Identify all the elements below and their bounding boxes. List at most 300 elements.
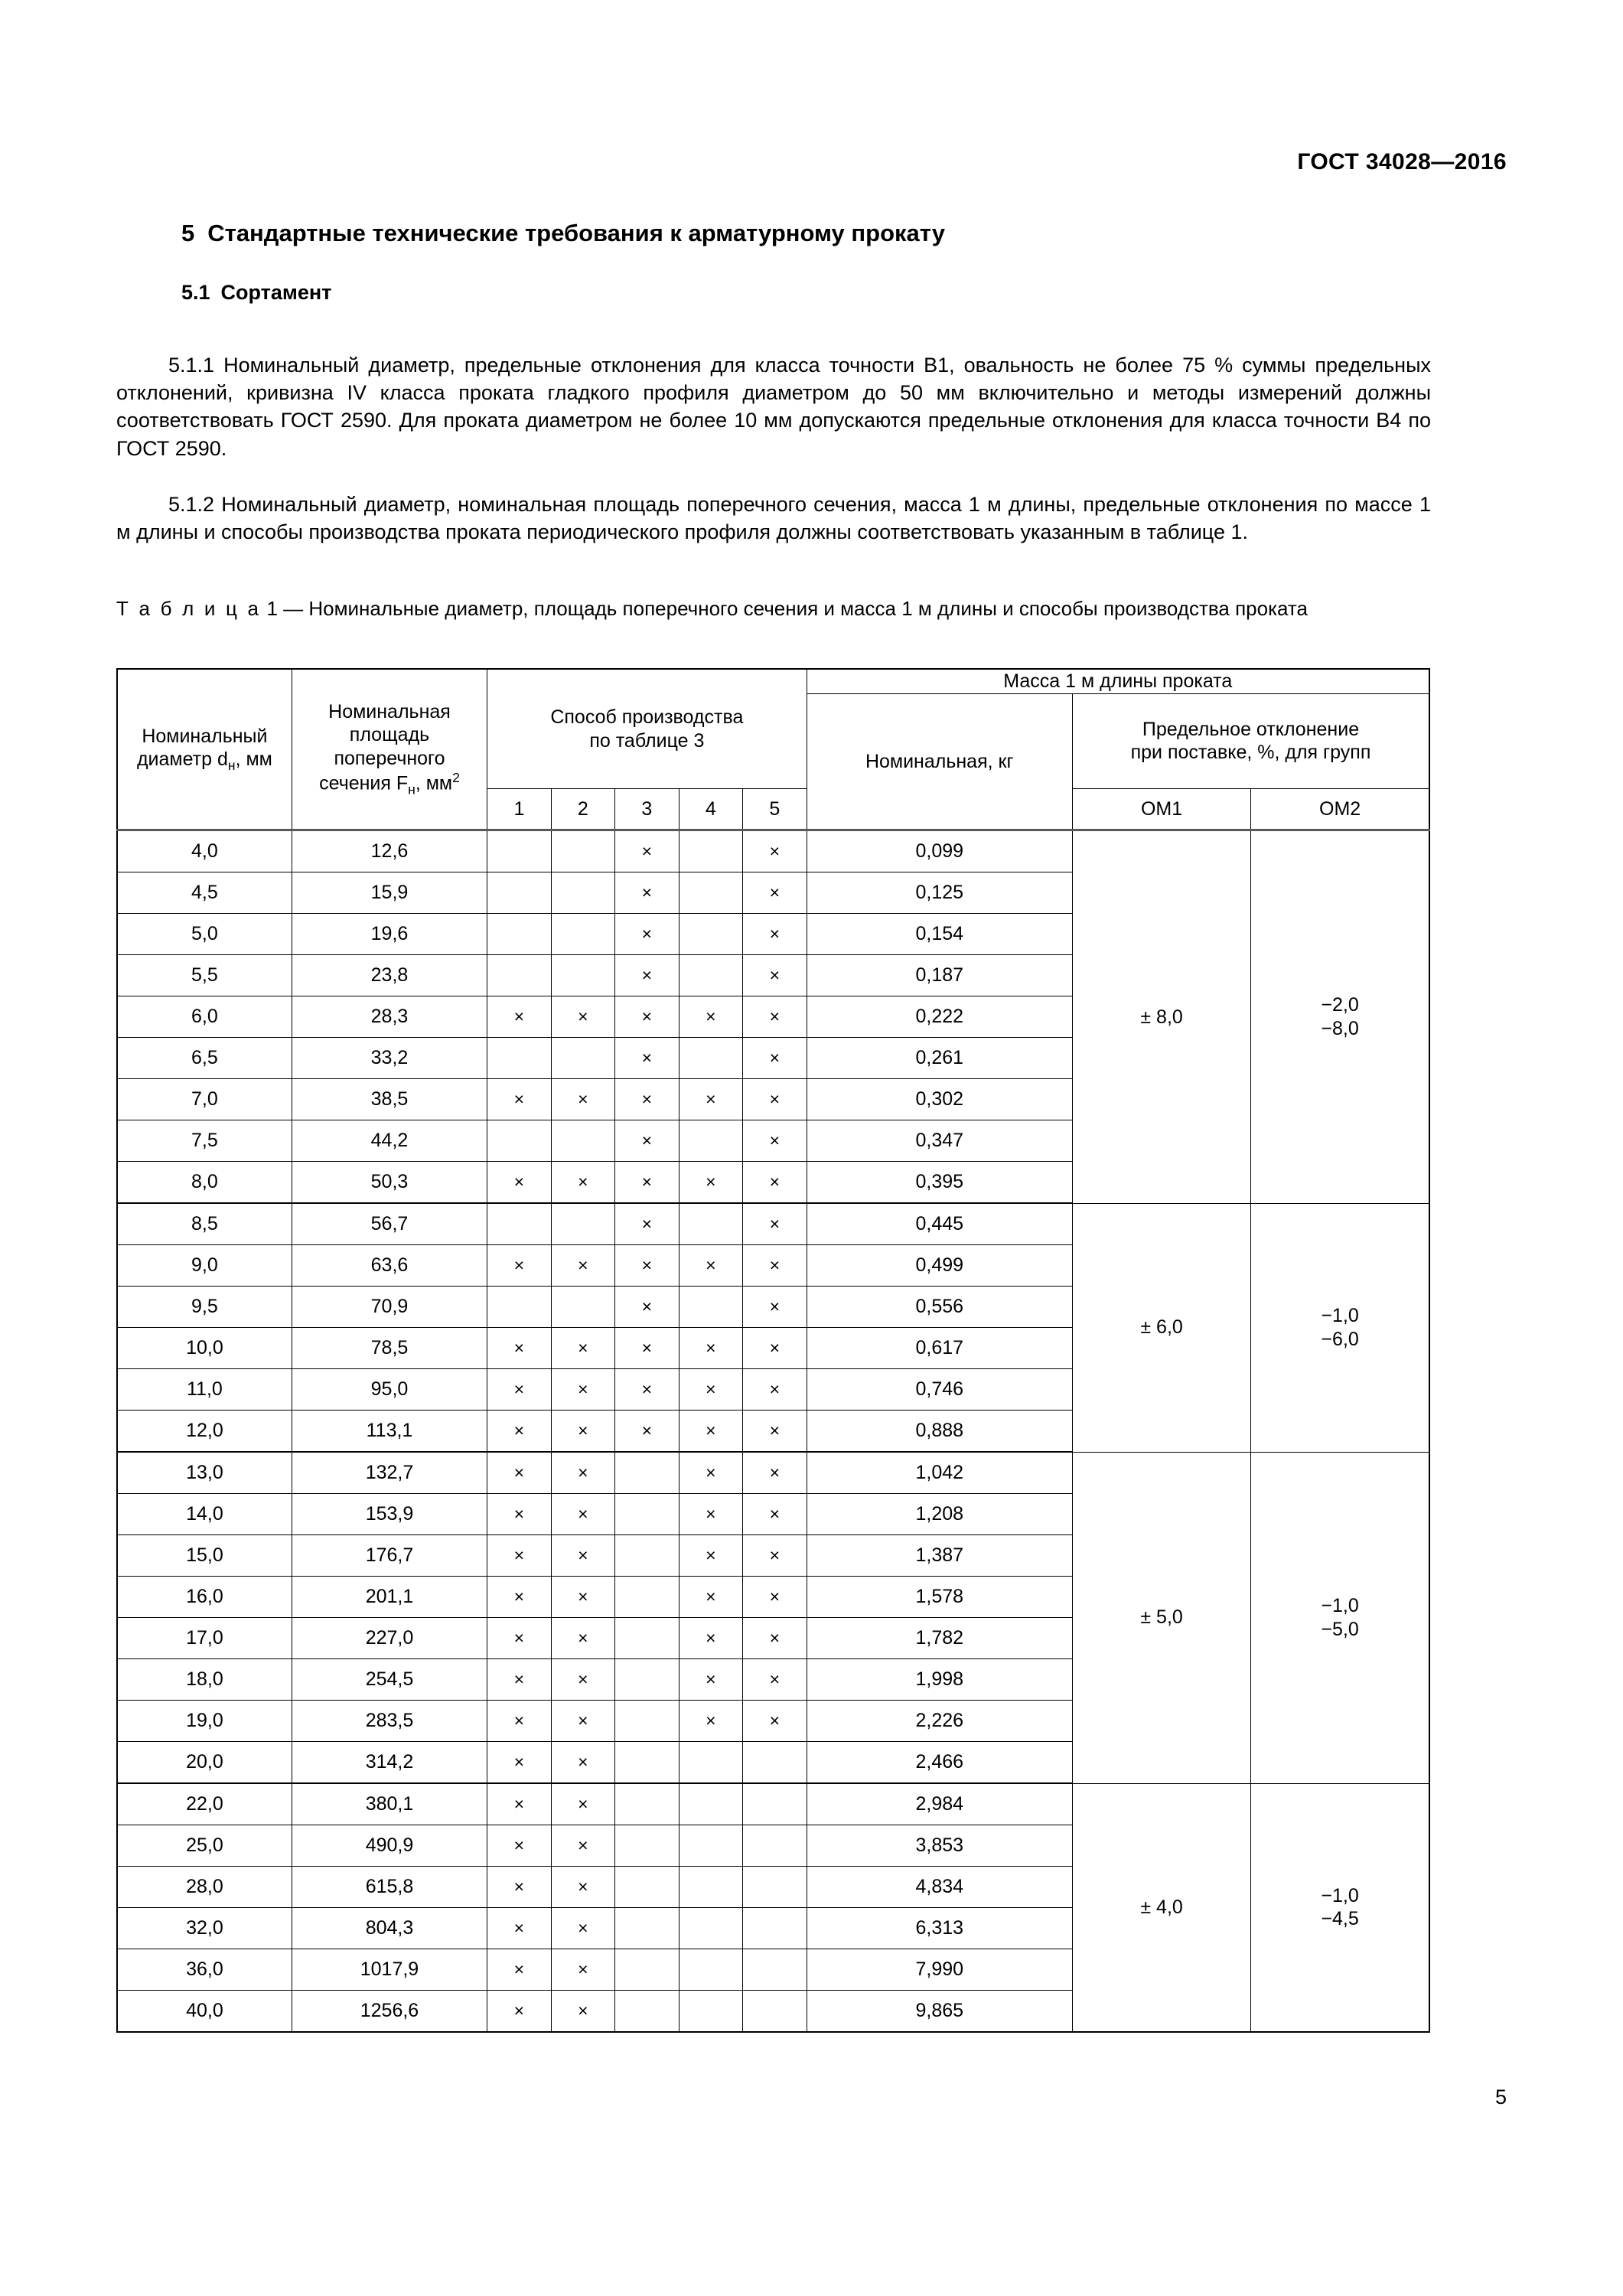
cell-area: 153,9 xyxy=(292,1494,487,1535)
cell-method-2 xyxy=(551,872,614,914)
method-line-1: Способ производства xyxy=(550,706,744,728)
col-header-method-3: 3 xyxy=(615,789,679,830)
deviation-om2-upper: −1,0 xyxy=(1321,1884,1359,1906)
cell-diameter: 5,5 xyxy=(117,955,292,996)
table-row xyxy=(117,1783,1429,1825)
cell-method-1: × xyxy=(487,1701,551,1742)
cell-diameter: 36,0 xyxy=(117,1949,292,1991)
cell-mass-nominal: 0,888 xyxy=(807,1411,1072,1453)
cell-method-3 xyxy=(615,1908,679,1949)
cell-method-4 xyxy=(679,1825,742,1867)
deviation-om2-upper: −1,0 xyxy=(1321,1305,1359,1326)
cell-method-3: × xyxy=(615,1120,679,1162)
paragraph-5-1-2 xyxy=(116,491,1431,546)
table-1-wrapper xyxy=(116,668,1430,2033)
document-standard-header: ГОСТ 34028—2016 xyxy=(1297,149,1507,174)
cell-method-4: × xyxy=(679,1494,742,1535)
cell-diameter: 8,5 xyxy=(117,1203,292,1245)
cell-method-2: × xyxy=(551,1535,614,1577)
cell-method-4 xyxy=(679,955,742,996)
cell-method-3: × xyxy=(615,1369,679,1411)
cell-method-3: × xyxy=(615,1411,679,1453)
cell-method-3 xyxy=(615,1991,679,2033)
table-row xyxy=(117,1452,1429,1494)
cell-method-3 xyxy=(615,1618,679,1659)
col-header-method-2: 2 xyxy=(551,789,614,830)
cell-method-3 xyxy=(615,1659,679,1701)
cell-diameter: 8,0 xyxy=(117,1162,292,1204)
area-line-2: площадь xyxy=(349,724,430,746)
area-line-3: поперечного xyxy=(334,747,445,769)
cell-deviation-om1: ± 8,0 xyxy=(1072,830,1250,1204)
cell-method-2: × xyxy=(551,1701,614,1742)
cell-method-5: × xyxy=(743,1535,807,1577)
cell-method-3: × xyxy=(615,872,679,914)
cell-method-2: × xyxy=(551,996,614,1038)
cell-method-5: × xyxy=(743,1577,807,1618)
diameter-subscript: н xyxy=(227,758,236,774)
cell-method-4: × xyxy=(679,1659,742,1701)
cell-method-4: × xyxy=(679,1701,742,1742)
cell-mass-nominal: 0,445 xyxy=(807,1203,1072,1245)
cell-diameter: 13,0 xyxy=(117,1452,292,1494)
cell-method-2 xyxy=(551,1203,614,1245)
cell-method-4: × xyxy=(679,1411,742,1453)
cell-method-1: × xyxy=(487,1162,551,1204)
cell-mass-nominal: 1,578 xyxy=(807,1577,1072,1618)
cell-method-1 xyxy=(487,955,551,996)
cell-mass-nominal: 1,782 xyxy=(807,1618,1072,1659)
cell-diameter: 6,5 xyxy=(117,1038,292,1079)
cell-deviation-om1: ± 4,0 xyxy=(1072,1783,1250,2032)
subsection-heading xyxy=(181,281,331,305)
cell-method-1 xyxy=(487,830,551,872)
cell-method-4 xyxy=(679,1742,742,1784)
cell-method-2: × xyxy=(551,1411,614,1453)
cell-method-2 xyxy=(551,914,614,955)
deviation-om2-upper: −2,0 xyxy=(1321,994,1359,1016)
col-header-diameter-label: Номинальный диаметр d xyxy=(136,725,268,771)
cell-diameter: 20,0 xyxy=(117,1742,292,1784)
cell-area: 78,5 xyxy=(292,1328,487,1369)
cell-method-4 xyxy=(679,1038,742,1079)
cell-diameter: 28,0 xyxy=(117,1867,292,1908)
cell-diameter: 40,0 xyxy=(117,1991,292,2033)
cell-method-2: × xyxy=(551,1949,614,1991)
page-title xyxy=(181,220,945,247)
cell-mass-nominal: 3,853 xyxy=(807,1825,1072,1867)
cell-method-1: × xyxy=(487,1411,551,1453)
paragraph-5-1-1-text: 5.1.1 Номинальный диаметр, предельные отклонения для класса точности В1, овальность не более 75 % суммы предельных отклонений, кривизна IV класса проката гладкого профиля диаметром до 50 мм включительно и методы измерений должны соответствовать ГОСТ 2590. Для проката диаметром не более 10 мм допускаются предельные отклонения для класса точности В4 по ГОСТ 2590. xyxy=(116,354,1431,460)
cell-method-3: × xyxy=(615,1245,679,1287)
col-header-method-group xyxy=(487,669,807,789)
cell-method-3 xyxy=(615,1701,679,1742)
cell-method-2: × xyxy=(551,1079,614,1120)
cell-diameter: 9,5 xyxy=(117,1287,292,1328)
cell-method-2 xyxy=(551,1287,614,1328)
cell-method-4 xyxy=(679,1991,742,2033)
col-header-mass-nominal: Номинальная, кг xyxy=(807,693,1072,830)
cell-method-4 xyxy=(679,872,742,914)
table-1 xyxy=(116,668,1430,2033)
cell-method-5 xyxy=(743,1949,807,1991)
cell-area: 176,7 xyxy=(292,1535,487,1577)
table-caption xyxy=(116,595,1431,622)
cell-diameter: 7,0 xyxy=(117,1079,292,1120)
cell-method-3 xyxy=(615,1577,679,1618)
section-title: Стандартные технические требования к арматурному прокату xyxy=(207,220,945,246)
cell-deviation-om1: ± 5,0 xyxy=(1072,1452,1250,1783)
cell-mass-nominal: 0,556 xyxy=(807,1287,1072,1328)
cell-method-3: × xyxy=(615,996,679,1038)
cell-method-2: × xyxy=(551,1991,614,2033)
cell-method-2: × xyxy=(551,1245,614,1287)
diameter-unit: , мм xyxy=(235,748,272,771)
cell-method-1: × xyxy=(487,1867,551,1908)
col-header-diameter xyxy=(117,669,292,830)
cell-mass-nominal: 1,042 xyxy=(807,1452,1072,1494)
cell-area: 380,1 xyxy=(292,1783,487,1825)
cell-method-5: × xyxy=(743,914,807,955)
cell-method-5: × xyxy=(743,1618,807,1659)
cell-diameter: 11,0 xyxy=(117,1369,292,1411)
cell-method-5: × xyxy=(743,1120,807,1162)
cell-method-2 xyxy=(551,1038,614,1079)
cell-method-2: × xyxy=(551,1494,614,1535)
cell-method-5: × xyxy=(743,1452,807,1494)
cell-deviation-om2 xyxy=(1251,1203,1429,1452)
cell-diameter: 6,0 xyxy=(117,996,292,1038)
cell-method-1: × xyxy=(487,1535,551,1577)
table-row xyxy=(117,1203,1429,1245)
cell-mass-nominal: 7,990 xyxy=(807,1949,1072,1991)
cell-method-1: × xyxy=(487,1618,551,1659)
cell-method-1: × xyxy=(487,1369,551,1411)
area-subscript: н xyxy=(408,781,416,797)
cell-area: 70,9 xyxy=(292,1287,487,1328)
cell-method-4: × xyxy=(679,1079,742,1120)
cell-area: 490,9 xyxy=(292,1825,487,1867)
cell-mass-nominal: 0,261 xyxy=(807,1038,1072,1079)
col-header-group-om1: ОМ1 xyxy=(1072,789,1250,830)
cell-method-4: × xyxy=(679,1162,742,1204)
cell-method-5 xyxy=(743,1742,807,1784)
cell-mass-nominal: 0,187 xyxy=(807,955,1072,996)
cell-method-2: × xyxy=(551,1328,614,1369)
cell-mass-nominal: 0,154 xyxy=(807,914,1072,955)
cell-mass-nominal: 0,499 xyxy=(807,1245,1072,1287)
cell-method-4: × xyxy=(679,1245,742,1287)
cell-area: 132,7 xyxy=(292,1452,487,1494)
cell-method-5: × xyxy=(743,1659,807,1701)
cell-method-3: × xyxy=(615,955,679,996)
cell-method-4: × xyxy=(679,1618,742,1659)
cell-method-5: × xyxy=(743,1701,807,1742)
col-header-method-1: 1 xyxy=(487,789,551,830)
cell-method-1: × xyxy=(487,1494,551,1535)
cell-mass-nominal: 1,208 xyxy=(807,1494,1072,1535)
cell-mass-nominal: 0,395 xyxy=(807,1162,1072,1204)
col-header-mass-group: Масса 1 м длины проката xyxy=(807,669,1429,693)
cell-method-1: × xyxy=(487,1452,551,1494)
cell-method-4 xyxy=(679,1949,742,1991)
cell-area: 201,1 xyxy=(292,1577,487,1618)
cell-method-1: × xyxy=(487,1783,551,1825)
cell-diameter: 9,0 xyxy=(117,1245,292,1287)
cell-diameter: 10,0 xyxy=(117,1328,292,1369)
cell-method-3: × xyxy=(615,1038,679,1079)
cell-method-5: × xyxy=(743,1328,807,1369)
cell-mass-nominal: 0,617 xyxy=(807,1328,1072,1369)
table-caption-dash: — xyxy=(283,597,304,620)
cell-method-2: × xyxy=(551,1618,614,1659)
cell-method-2: × xyxy=(551,1452,614,1494)
cell-diameter: 15,0 xyxy=(117,1535,292,1577)
cell-method-1: × xyxy=(487,1825,551,1867)
cell-method-5: × xyxy=(743,1203,807,1245)
area-line-4: сечения F xyxy=(319,772,409,794)
cell-method-2: × xyxy=(551,1867,614,1908)
cell-method-1: × xyxy=(487,1328,551,1369)
cell-area: 615,8 xyxy=(292,1867,487,1908)
cell-area: 227,0 xyxy=(292,1618,487,1659)
cell-area: 50,3 xyxy=(292,1162,487,1204)
cell-mass-nominal: 0,099 xyxy=(807,830,1072,872)
col-header-method-4: 4 xyxy=(679,789,742,830)
cell-method-5: × xyxy=(743,996,807,1038)
cell-method-5: × xyxy=(743,1494,807,1535)
cell-method-3 xyxy=(615,1452,679,1494)
cell-diameter: 5,0 xyxy=(117,914,292,955)
cell-method-5: × xyxy=(743,830,807,872)
cell-area: 56,7 xyxy=(292,1203,487,1245)
cell-method-3 xyxy=(615,1867,679,1908)
cell-area: 63,6 xyxy=(292,1245,487,1287)
cell-deviation-om2 xyxy=(1251,1783,1429,2032)
cell-area: 28,3 xyxy=(292,996,487,1038)
cell-method-4 xyxy=(679,1287,742,1328)
cell-area: 314,2 xyxy=(292,1742,487,1784)
cell-diameter: 18,0 xyxy=(117,1659,292,1701)
cell-method-4: × xyxy=(679,1369,742,1411)
col-header-area xyxy=(292,669,487,830)
cell-method-4: × xyxy=(679,1577,742,1618)
cell-mass-nominal: 2,226 xyxy=(807,1701,1072,1742)
cell-mass-nominal: 0,347 xyxy=(807,1120,1072,1162)
cell-method-1: × xyxy=(487,1659,551,1701)
cell-method-3: × xyxy=(615,1203,679,1245)
table-body xyxy=(117,830,1429,2033)
subsection-title: Сортамент xyxy=(220,281,332,304)
cell-method-5: × xyxy=(743,1038,807,1079)
cell-mass-nominal: 2,984 xyxy=(807,1783,1072,1825)
cell-method-4 xyxy=(679,1867,742,1908)
cell-area: 1017,9 xyxy=(292,1949,487,1991)
cell-method-4: × xyxy=(679,1452,742,1494)
cell-method-5: × xyxy=(743,1162,807,1204)
deviation-om2-upper: −1,0 xyxy=(1321,1595,1359,1616)
cell-mass-nominal: 0,302 xyxy=(807,1079,1072,1120)
cell-method-1 xyxy=(487,1038,551,1079)
cell-method-1: × xyxy=(487,1908,551,1949)
cell-method-3: × xyxy=(615,1162,679,1204)
col-header-deviation xyxy=(1072,693,1429,789)
cell-mass-nominal: 0,746 xyxy=(807,1369,1072,1411)
cell-method-3: × xyxy=(615,1079,679,1120)
cell-diameter: 16,0 xyxy=(117,1577,292,1618)
cell-diameter: 7,5 xyxy=(117,1120,292,1162)
cell-method-5: × xyxy=(743,955,807,996)
cell-method-3 xyxy=(615,1825,679,1867)
method-line-2: по таблице 3 xyxy=(589,729,705,752)
cell-method-3: × xyxy=(615,1328,679,1369)
cell-method-1 xyxy=(487,914,551,955)
area-unit: , мм xyxy=(415,772,453,794)
cell-method-2: × xyxy=(551,1369,614,1411)
cell-method-2: × xyxy=(551,1742,614,1784)
cell-method-3: × xyxy=(615,914,679,955)
cell-method-5: × xyxy=(743,872,807,914)
cell-method-1: × xyxy=(487,1577,551,1618)
cell-area: 44,2 xyxy=(292,1120,487,1162)
cell-mass-nominal: 6,313 xyxy=(807,1908,1072,1949)
cell-method-3: × xyxy=(615,830,679,872)
cell-diameter: 32,0 xyxy=(117,1908,292,1949)
cell-method-1: × xyxy=(487,1742,551,1784)
cell-method-1 xyxy=(487,1287,551,1328)
cell-method-1: × xyxy=(487,1991,551,2033)
cell-method-5: × xyxy=(743,1287,807,1328)
cell-method-4 xyxy=(679,1120,742,1162)
table-header xyxy=(117,669,1429,830)
cell-method-5 xyxy=(743,1867,807,1908)
cell-method-5: × xyxy=(743,1079,807,1120)
cell-method-1 xyxy=(487,872,551,914)
cell-area: 23,8 xyxy=(292,955,487,996)
cell-area: 804,3 xyxy=(292,1908,487,1949)
cell-method-4 xyxy=(679,914,742,955)
deviation-om2-lower: −8,0 xyxy=(1321,1017,1359,1039)
cell-area: 283,5 xyxy=(292,1701,487,1742)
cell-method-2: × xyxy=(551,1908,614,1949)
cell-method-5: × xyxy=(743,1245,807,1287)
area-superscript: 2 xyxy=(452,770,460,786)
cell-method-5: × xyxy=(743,1411,807,1453)
cell-method-1: × xyxy=(487,1245,551,1287)
cell-area: 38,5 xyxy=(292,1079,487,1120)
subsection-number: 5.1 xyxy=(181,281,210,304)
cell-method-5 xyxy=(743,1908,807,1949)
cell-area: 254,5 xyxy=(292,1659,487,1701)
cell-method-2 xyxy=(551,955,614,996)
cell-method-1: × xyxy=(487,1079,551,1120)
cell-method-2: × xyxy=(551,1659,614,1701)
cell-deviation-om2 xyxy=(1251,830,1429,1204)
cell-deviation-om1: ± 6,0 xyxy=(1072,1203,1250,1452)
cell-method-3 xyxy=(615,1742,679,1784)
deviation-line-2: при поставке, %, для групп xyxy=(1130,742,1371,764)
cell-diameter: 22,0 xyxy=(117,1783,292,1825)
deviation-om2-lower: −4,5 xyxy=(1321,1908,1359,1930)
deviation-om2-lower: −5,0 xyxy=(1321,1618,1359,1640)
cell-area: 15,9 xyxy=(292,872,487,914)
deviation-om2-lower: −6,0 xyxy=(1321,1328,1359,1350)
cell-diameter: 14,0 xyxy=(117,1494,292,1535)
cell-diameter: 12,0 xyxy=(117,1411,292,1453)
cell-mass-nominal: 1,998 xyxy=(807,1659,1072,1701)
cell-method-1: × xyxy=(487,996,551,1038)
table-row xyxy=(117,830,1429,872)
table-caption-text: Номинальные диаметр, площадь поперечного сечения и масса 1 м длины и способы производства проката xyxy=(308,597,1308,620)
cell-method-3 xyxy=(615,1783,679,1825)
cell-diameter: 25,0 xyxy=(117,1825,292,1867)
section-number: 5 xyxy=(181,220,195,246)
cell-method-1: × xyxy=(487,1949,551,1991)
col-header-group-om2: ОМ2 xyxy=(1251,789,1429,830)
cell-area: 33,2 xyxy=(292,1038,487,1079)
cell-mass-nominal: 9,865 xyxy=(807,1991,1072,2033)
cell-method-3 xyxy=(615,1949,679,1991)
cell-method-2: × xyxy=(551,1825,614,1867)
cell-method-5 xyxy=(743,1783,807,1825)
cell-method-4 xyxy=(679,830,742,872)
cell-diameter: 17,0 xyxy=(117,1618,292,1659)
cell-mass-nominal: 0,125 xyxy=(807,872,1072,914)
cell-method-3 xyxy=(615,1535,679,1577)
cell-method-2: × xyxy=(551,1162,614,1204)
cell-method-4 xyxy=(679,1203,742,1245)
cell-method-4 xyxy=(679,1783,742,1825)
cell-area: 19,6 xyxy=(292,914,487,955)
cell-area: 12,6 xyxy=(292,830,487,872)
col-header-method-5: 5 xyxy=(743,789,807,830)
cell-method-5 xyxy=(743,1991,807,2033)
cell-method-1 xyxy=(487,1120,551,1162)
cell-method-2 xyxy=(551,1120,614,1162)
cell-diameter: 19,0 xyxy=(117,1701,292,1742)
cell-area: 1256,6 xyxy=(292,1991,487,2033)
page-number: 5 xyxy=(1494,2086,1507,2108)
paragraph-5-1-1 xyxy=(116,351,1431,462)
cell-method-5 xyxy=(743,1825,807,1867)
cell-method-2: × xyxy=(551,1577,614,1618)
cell-mass-nominal: 2,466 xyxy=(807,1742,1072,1784)
cell-diameter: 4,5 xyxy=(117,872,292,914)
cell-area: 113,1 xyxy=(292,1411,487,1453)
cell-method-4 xyxy=(679,1908,742,1949)
cell-diameter: 4,0 xyxy=(117,830,292,872)
cell-area: 95,0 xyxy=(292,1369,487,1411)
paragraph-5-1-2-text: 5.1.2 Номинальный диаметр, номинальная площадь поперечного сечения, масса 1 м длины, предельные отклонения по массе 1 м длины и способы производства проката периодического профиля должны соответствовать указанным в таблице 1. xyxy=(116,493,1431,544)
cell-mass-nominal: 1,387 xyxy=(807,1535,1072,1577)
area-line-1: Номинальная xyxy=(328,700,451,722)
cell-method-2: × xyxy=(551,1783,614,1825)
cell-method-4: × xyxy=(679,1328,742,1369)
cell-method-2 xyxy=(551,830,614,872)
cell-deviation-om2 xyxy=(1251,1452,1429,1783)
cell-method-4: × xyxy=(679,996,742,1038)
cell-mass-nominal: 0,222 xyxy=(807,996,1072,1038)
table-caption-label: Т а б л и ц а xyxy=(116,597,262,620)
cell-method-3 xyxy=(615,1494,679,1535)
table-caption-number: 1 xyxy=(266,597,278,620)
cell-method-3: × xyxy=(615,1287,679,1328)
cell-method-1 xyxy=(487,1203,551,1245)
cell-mass-nominal: 4,834 xyxy=(807,1867,1072,1908)
deviation-line-1: Предельное отклонение xyxy=(1142,718,1360,740)
cell-method-4: × xyxy=(679,1535,742,1577)
cell-method-5: × xyxy=(743,1369,807,1411)
